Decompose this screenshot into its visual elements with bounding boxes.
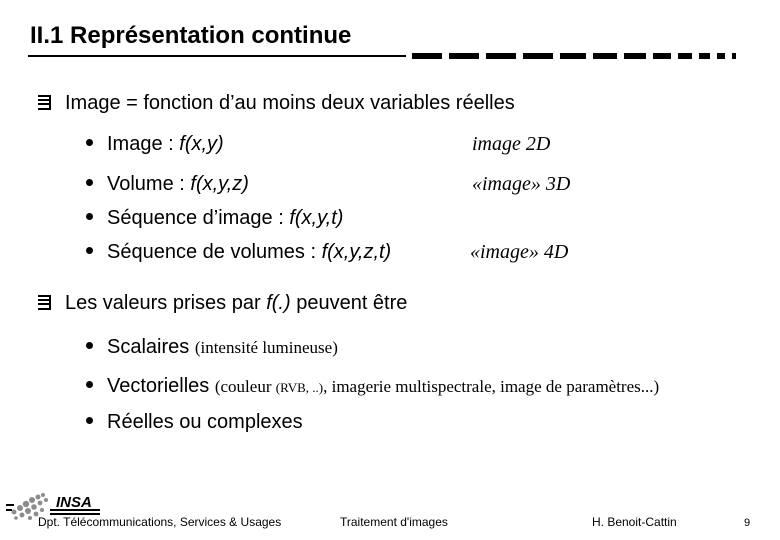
footer-author: H. Benoit-Cattin [592,515,677,529]
item-function: f(x,y,z,t) [321,241,392,263]
bullet-icon [86,417,93,424]
point-2 [38,292,407,315]
logo-text: INSA [56,494,92,511]
footer-department: Dpt. Télécommunications, Services & Usages [38,515,282,529]
bullet-icon [86,247,93,254]
list-item [86,411,303,434]
item-note-small: (RVB, ..) [275,380,324,395]
square-bullet-icon [38,295,51,310]
footer-course: Traitement d'images [340,515,448,529]
point-1-text: Image = fonction d’au moins deux variables réelles [65,92,515,114]
item-note-end: , imagerie multispectrale, image de paramètres...) [323,377,660,396]
bullet-icon [86,179,93,186]
item-note: «image» 3D [472,173,571,195]
list-item [86,133,224,156]
item-label: Séquence de volumes : [107,241,322,263]
item-label: Réelles ou complexes [107,411,303,433]
item-label: Scalaires [107,336,190,358]
list-item [86,336,338,359]
title-underline [28,55,406,57]
bullet-icon [86,213,93,220]
page-number: 9 [744,517,751,529]
item-note: (couleur [214,377,276,396]
item-note: image 2D [472,133,551,155]
bullet-icon [86,381,93,388]
item-note: «image» 4D [470,241,569,263]
square-bullet-icon [38,95,51,110]
bullet-icon [86,139,93,146]
item-function: f(x,y) [179,133,224,155]
list-item [86,173,249,196]
item-label: Image : [107,133,180,155]
item-label: Volume : [107,173,191,195]
item-label: Séquence d’image : [107,207,290,229]
point-2-function: f(.) [266,292,291,314]
item-function: f(x,y,t) [289,207,344,229]
bullet-icon [86,342,93,349]
title-dash-rule [412,53,742,59]
slide-title: II.1 Représentation continue [30,22,352,49]
list-item [86,375,659,398]
item-function: f(x,y,z) [190,173,249,195]
list-item [86,241,391,264]
list-item [86,207,343,230]
item-label: Vectorielles [107,375,210,397]
point-1 [38,92,515,115]
point-2-text: Les valeurs prises par [65,292,267,314]
item-note: (intensité lumineuse) [194,338,338,357]
point-2-text-end: peuvent être [290,292,408,314]
